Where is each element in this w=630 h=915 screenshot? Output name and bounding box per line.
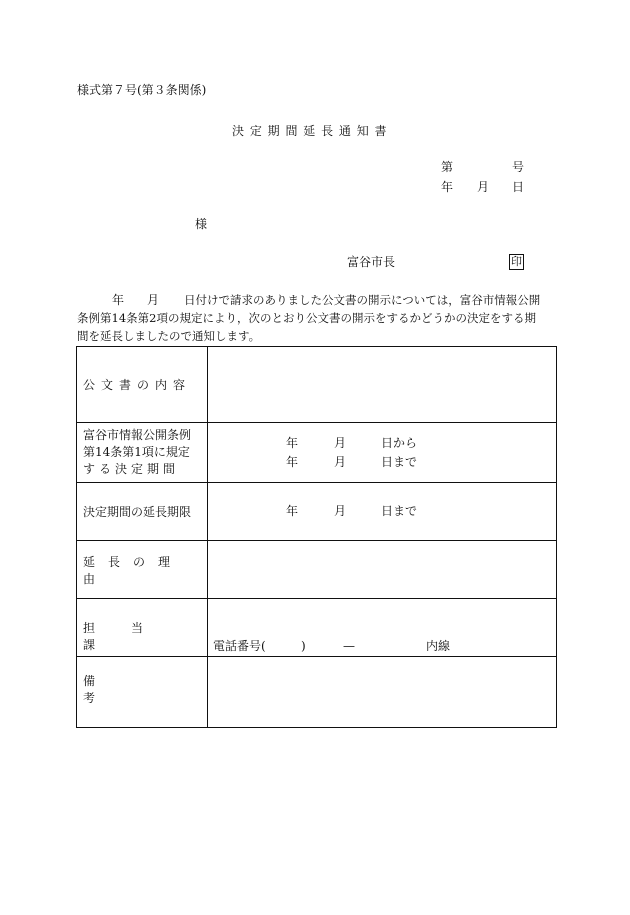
label-cell: [77, 657, 208, 728]
value-cell-remarks: [208, 657, 557, 728]
phone-extension: 内線: [426, 639, 451, 653]
value-cell-reason: [208, 541, 557, 599]
value-cell-content: [208, 347, 557, 423]
until-month: 月: [334, 504, 347, 518]
label-line-2: 第14条第1項に規定: [83, 445, 190, 459]
doc-number-suffix: 号: [512, 160, 525, 174]
table-row-remarks: [77, 657, 557, 728]
until-day: 日まで: [381, 504, 418, 518]
phone-close-paren: ): [301, 639, 306, 653]
label-remarks: 備考: [83, 674, 170, 705]
to-day: 日まで: [381, 455, 418, 469]
body-line-1: 日付けで請求のありました公文書の開示については，富谷市情報公開: [184, 293, 541, 307]
value-cell-department: [208, 599, 557, 657]
label-line-1: 富谷市情報公開条例: [83, 428, 192, 442]
table-row-decision-period: [77, 423, 557, 483]
form-number: 様式第７号(第３条関係): [77, 83, 207, 97]
label-cell: [77, 423, 208, 483]
from-year: 年: [286, 436, 299, 450]
value-cell-deadline: [208, 483, 557, 541]
label-content: 公文書の内容: [83, 378, 192, 392]
issuer-name: 富谷市長: [347, 255, 396, 269]
phone-dash: —: [343, 639, 355, 653]
form-table: [76, 346, 557, 728]
label-cell: [77, 483, 208, 541]
from-day: 日から: [381, 436, 418, 450]
seal-mark: [509, 254, 524, 270]
document-title: 決 定 期 間 延 長 通 知 書: [232, 124, 388, 138]
table-row-extension-deadline: [77, 483, 557, 541]
label-cell: [77, 347, 208, 423]
to-month: 月: [334, 455, 347, 469]
seal-box: 印: [511, 255, 522, 268]
label-line-3: する決定期間: [83, 462, 180, 476]
body-year: 年: [112, 293, 125, 307]
doc-number-prefix: 第: [441, 160, 454, 174]
table-row-department: [77, 599, 557, 657]
label-reason: 延長の理由: [83, 554, 184, 586]
date-day: 日: [512, 180, 525, 194]
label-extension-deadline: 決定期間の延長期限: [83, 505, 192, 519]
date-month: 月: [477, 180, 490, 194]
body-line-2: 条例第14条第2項の規定により，次のとおり公文書の開示をするかどうかの決定をする期: [77, 311, 536, 325]
from-month: 月: [334, 436, 347, 450]
recipient-suffix: 様: [195, 217, 208, 231]
label-cell: [77, 599, 208, 657]
label-cell: [77, 541, 208, 599]
phone-label: 電話番号(: [213, 639, 266, 653]
until-year: 年: [286, 504, 299, 518]
date-year: 年: [441, 180, 454, 194]
table-row-content: [77, 347, 557, 423]
table-row-reason: [77, 541, 557, 599]
to-year: 年: [286, 455, 299, 469]
label-department: 担当課: [83, 621, 180, 652]
value-cell-period: [208, 423, 557, 483]
body-line-3: 間を延長しましたので通知します。: [77, 329, 261, 343]
body-month: 月: [147, 293, 160, 307]
